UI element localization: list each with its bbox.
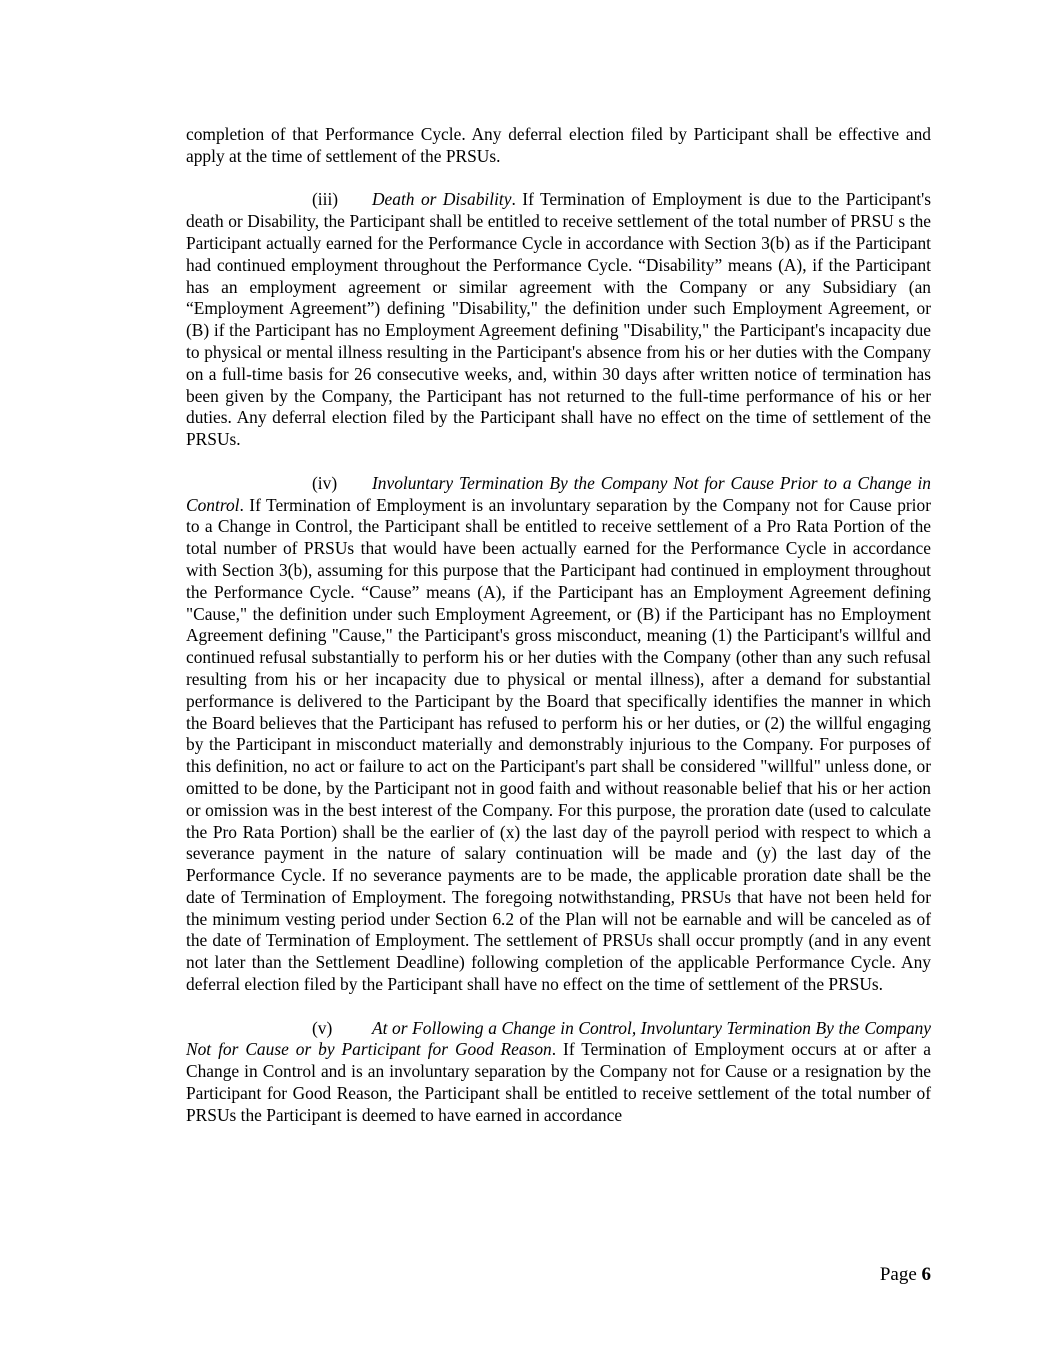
section-heading: Involuntary Termination By the Company Not for Cause Prior to a Change in Control <box>186 472 931 515</box>
section-iv-paragraph <box>186 473 931 996</box>
page-number: 6 <box>921 1264 931 1285</box>
document-body <box>186 124 931 1148</box>
continued-paragraph: completion of that Performance Cycle. Any deferral election filed by Participant shall be effective and apply at the time of settlement of the PRSUs. <box>186 124 931 166</box>
section-body: . If Termination of Employment is due to the Participant's death or Disability, the Participant shall be entitled to receive settlement of the total number of PRSU s the Participant actually earned for the Performance Cycle in accordance with Section 3(b) as if the Participant had continued employment throughout the Performance Cycle. “Disability” means (A), if the Participant has an employment agreement or similar agreement with the Company or any Subsidiary (an “Employment Agreement”) defining "Disability," the definition under such Employment Agreement, or (B) if the Participant has no Employment Agreement defining "Disability," the Participant's incapacity due to physical or mental illness resulting in the Participant's absence from his or her duties with the Company on a full-time basis for 26 consecutive weeks, and, within 30 days after written notice of termination has been given by the Company, the Participant has not returned to the full-time performance of his or her duties. Any deferral election filed by the Participant shall have no effect on the time of settlement of the PRSUs. <box>186 189 931 450</box>
section-v-paragraph <box>186 1018 931 1127</box>
section-number: (iv) <box>312 472 338 493</box>
page-footer <box>880 1263 931 1287</box>
section-heading: At or Following a Change in Control, Involuntary Termination By the Company Not for Cause or by Participant for Good Reason <box>186 1017 931 1060</box>
page-label: Page <box>879 1264 917 1285</box>
section-body: . If Termination of Employment occurs at or after a Change in Control and is an involuntary separation by the Company not for Cause or a resignation by the Participant for Good Reason, the Participant shall be entitled to receive settlement of the total number of PRSUs the Participant is deemed to have earned in accordance <box>186 1039 931 1125</box>
section-number: (v) <box>312 1017 333 1038</box>
section-body: . If Termination of Employment is an involuntary separation by the Company not for Cause prior to a Change in Control, the Participant shall be entitled to receive settlement of a Pro Rata Portion of the total number of PRSUs that would have been actually earned for the Performance Cycle in accordance with Section 3(b), assuming for this purpose that the Participant had continued in employment throughout the Performance Cycle. “Cause” means (A), if the Participant has an Employment Agreement defining "Cause," the definition under such Employment Agreement, or (B) if the Participant has no Employment Agreement defining "Cause," the Participant's gross misconduct, meaning (1) the Participant's willful and continued refusal substantially to perform his or her duties with the Company (other than any such refusal resulting from his or her incapacity due to physical or mental illness), after a demand for substantial performance is delivered to the Participant by the Board that specifically identifies the manner in which the Board believes that the Participant has refused to perform his or her duties, or (2) the willful engaging by the Participant in misconduct materially and demonstrably injurious to the Company. For purposes of this definition, no act or failure to act on the Participant's part shall be considered "willful" unless done, or omitted to be done, by the Participant not in good faith and without reasonable belief that his or her action or omission was in the best interest of the Company. For this purpose, the proration date (used to calculate the Pro Rata Portion) shall be the earlier of (x) the last day of the payroll period with respect to which a severance payment in the nature of salary continuation will be made and (y) the last day of the Performance Cycle. If no severance payments are to be made, the applicable proration date shall be the date of Termination of Employment. The foregoing notwithstanding, PRSUs that have not been held for the minimum vesting period under Section 6.2 of the Plan will not be earnable and will be canceled as of the date of Termination of Employment. The settlement of PRSUs shall occur promptly (and in any event not later than the Settlement Deadline) following completion of the applicable Performance Cycle. Any deferral election filed by the Participant shall have no effect on the time of settlement of the PRSUs. <box>186 494 931 995</box>
section-iii-paragraph <box>186 189 931 451</box>
section-heading: Death or Disability <box>372 189 512 210</box>
section-number: (iii) <box>312 189 339 210</box>
